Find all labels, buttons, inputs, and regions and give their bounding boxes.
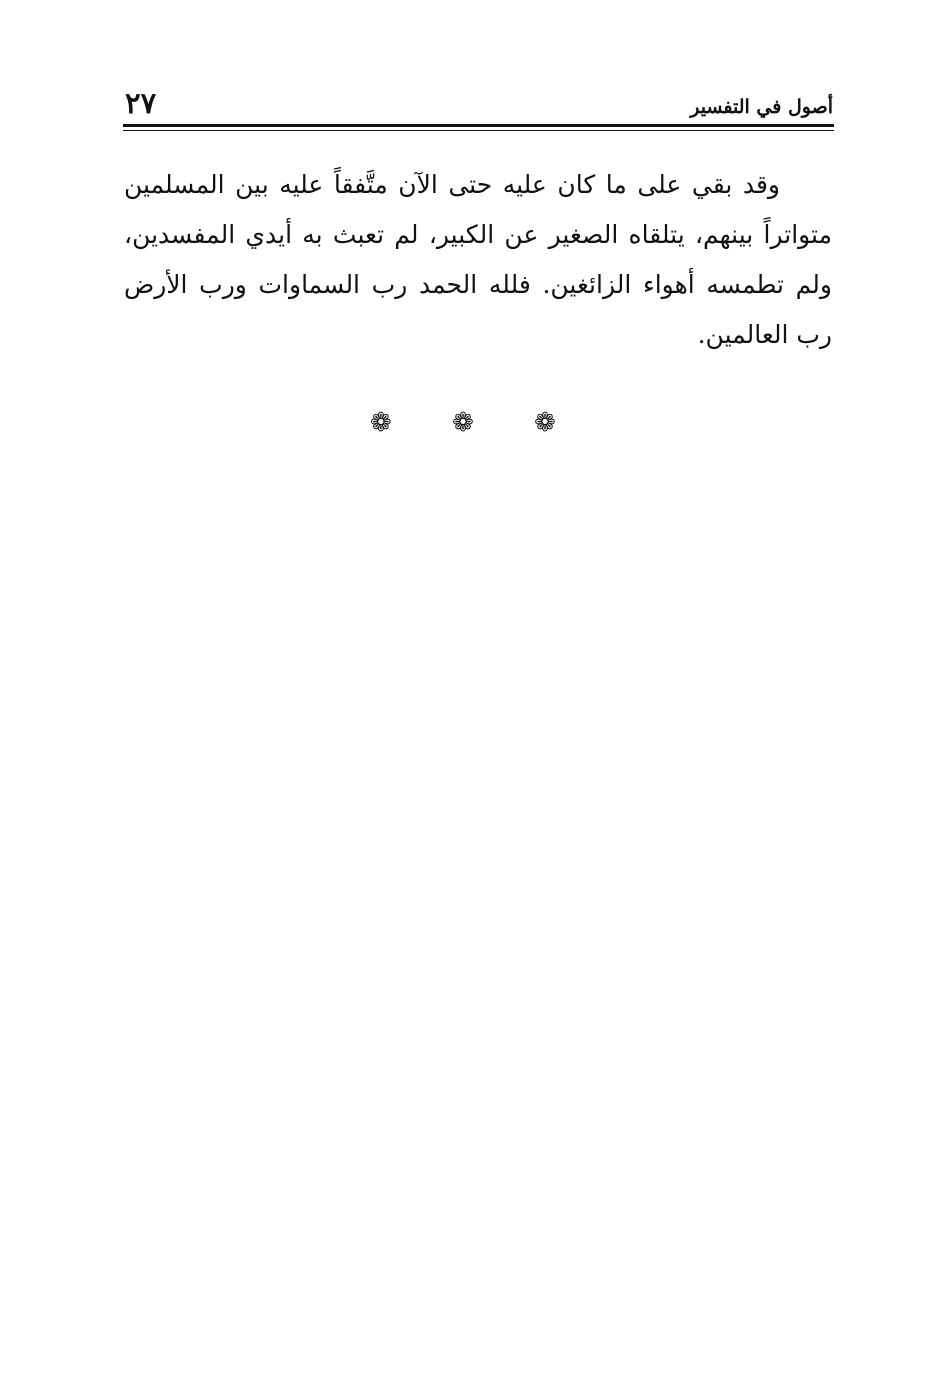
book-title: أصول في التفسير (690, 96, 833, 118)
running-header (125, 82, 833, 130)
body-paragraph: وقد بقي على ما كان عليه حتى الآن متَّفقاً عليه بين المسلمين متواتراً بينهم، يتلقاه الصغير عن الكبير، لم تعبث به أيدي المفسدين، ولم تطمسه أهواء الزائغين. فلله الحمد رب السماوات ورب الأرض رب العالمين. (124, 170, 832, 349)
header-rule-thin (123, 130, 834, 131)
section-separator (0, 408, 946, 438)
flower-ornament-icon: ❁ (452, 408, 494, 438)
flower-ornament-icon: ❁ (534, 408, 576, 438)
header-rule-thick (123, 124, 834, 127)
flower-ornament-icon: ❁ (370, 408, 412, 438)
page-number: ٢٧ (125, 86, 157, 120)
